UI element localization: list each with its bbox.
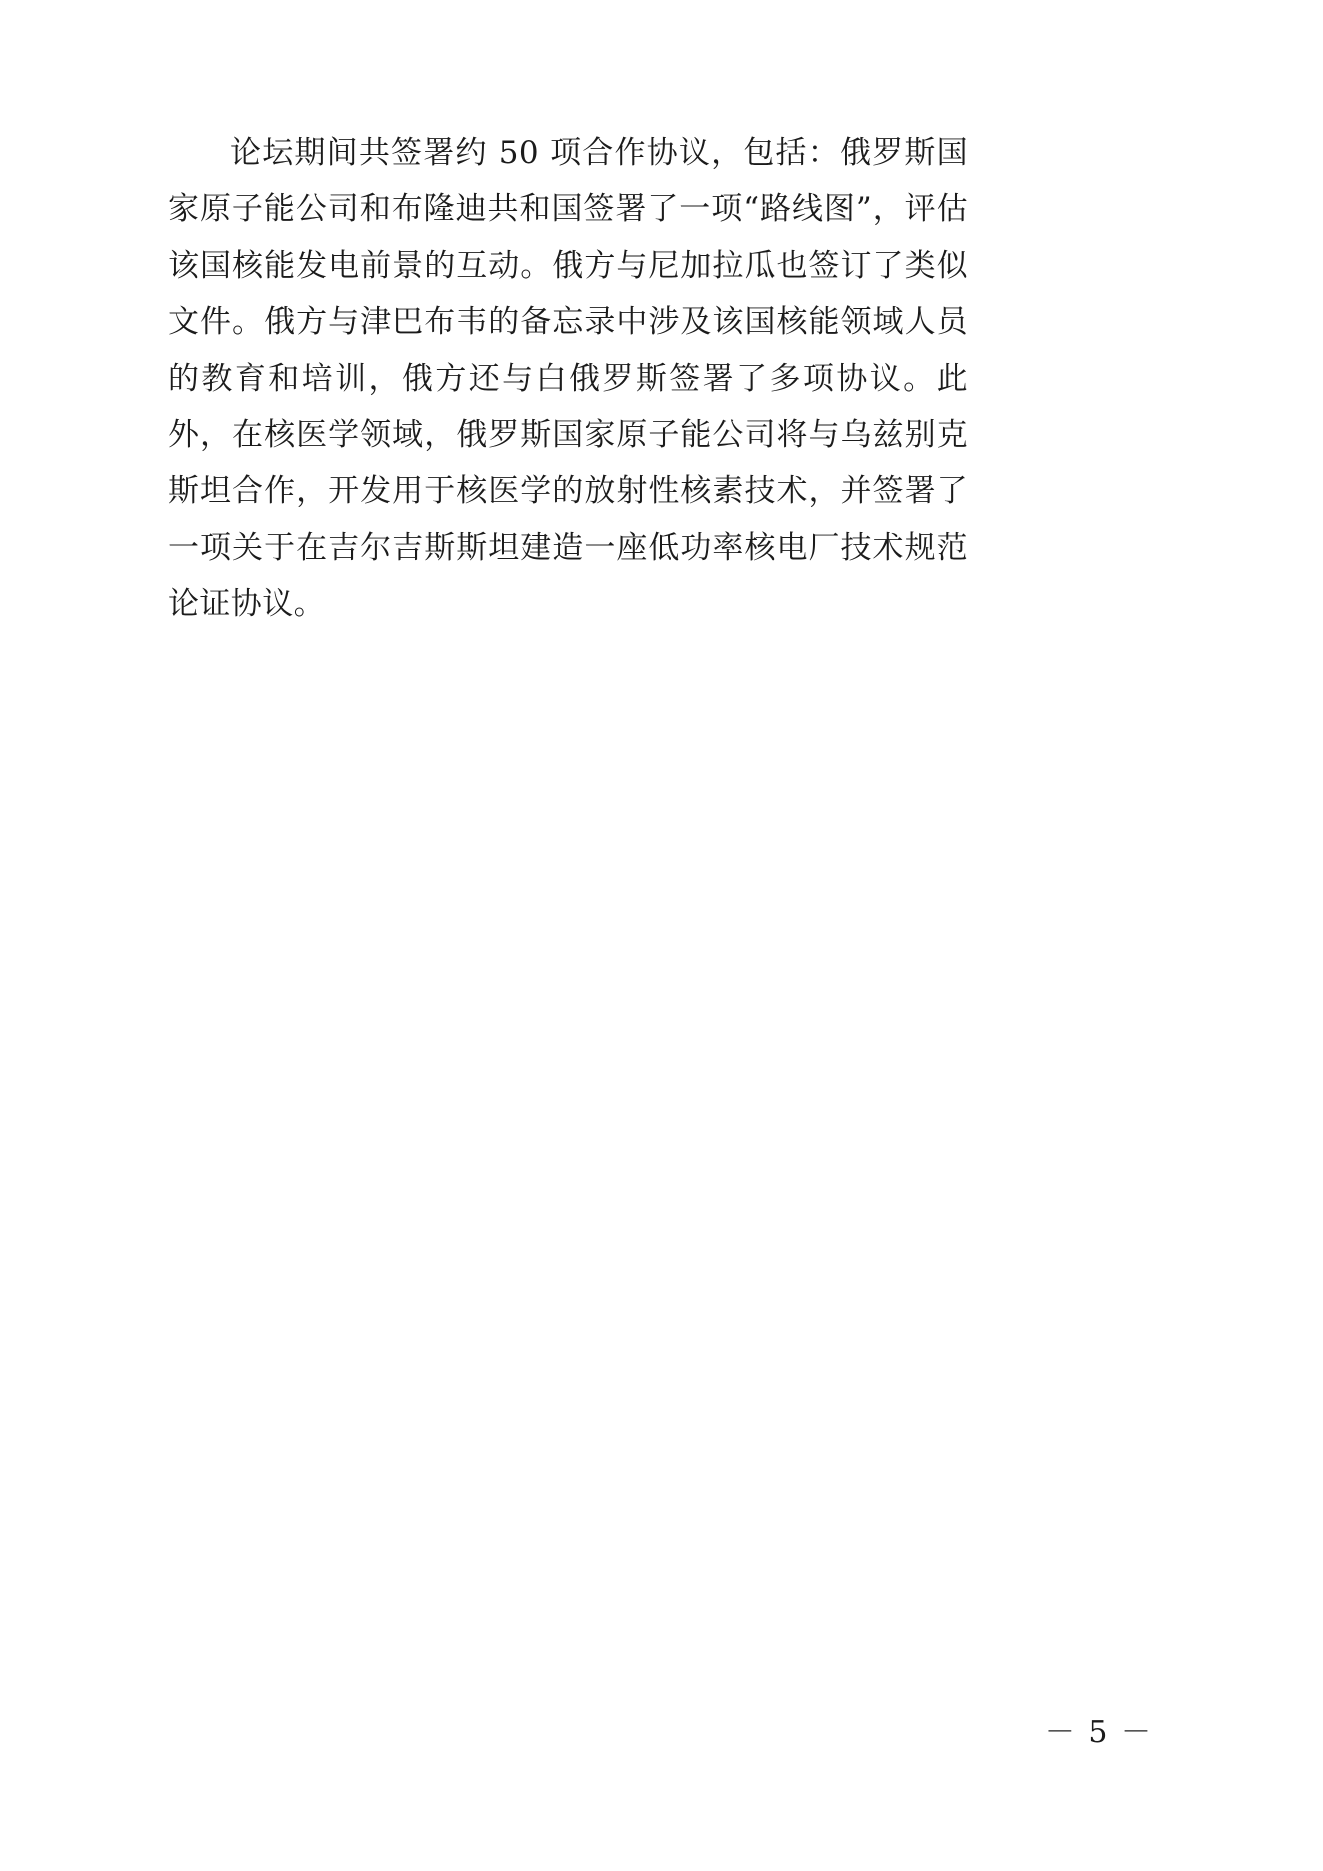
body-paragraph: 论坛期间共签署约 50 项合作协议，包括：俄罗斯国家原子能公司和布隆迪共和国签署了一项“路线图”，评估该国核能发电前景的互动。俄方与尼加拉瓜也签订了类似文件。俄方与津巴布韦的备忘录中涉及该国核能领域人员的教育和培训，俄方还与白俄罗斯签署了多项协议。此外，在核医学领域，俄罗斯国家原子能公司将与乌兹别克斯坦合作，开发用于核医学的放射性核素技术，并签署了一项关于在吉尔吉斯斯坦建造一座低功率核电厂技术规范论证协议。 bbox=[168, 135, 968, 623]
page-content bbox=[168, 125, 968, 633]
page-number: － 5 － bbox=[1044, 1715, 1153, 1750]
